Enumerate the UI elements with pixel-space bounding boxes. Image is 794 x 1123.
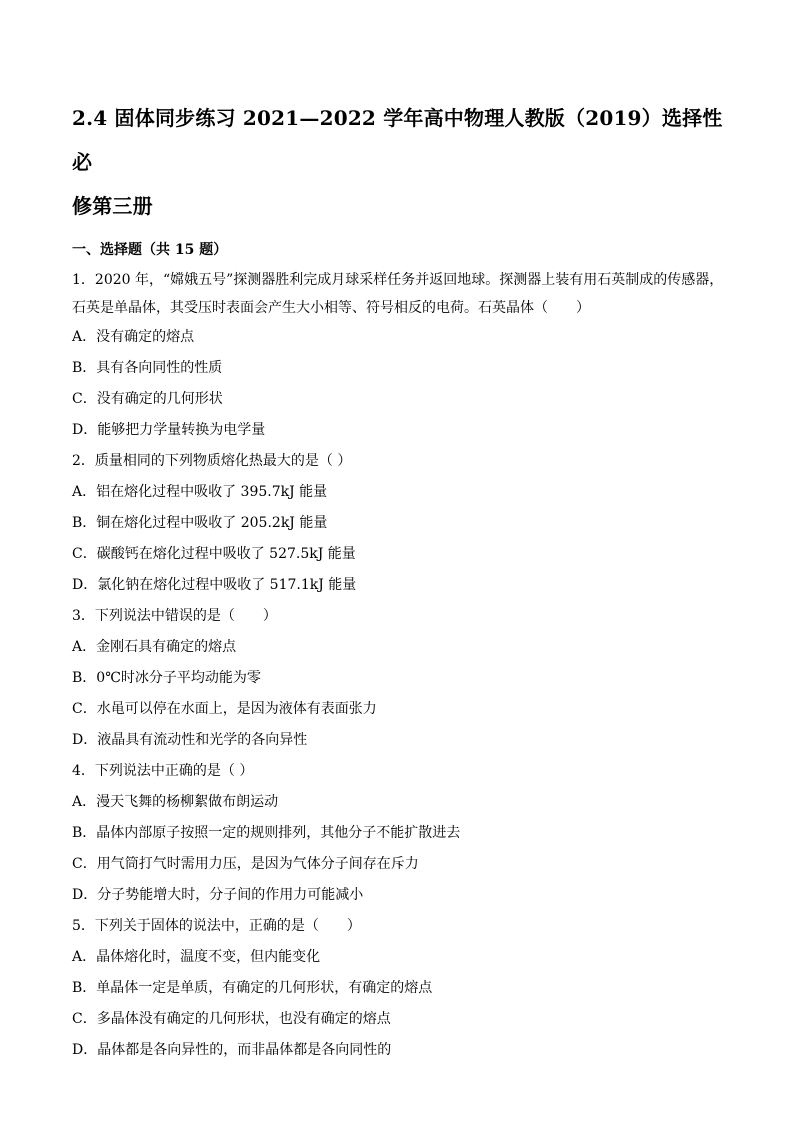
question-stem: 1．2020 年，“嫦娥五号”探测器胜利完成月球采样任务并返回地球。探测器上装有用石英制成的传感器， xyxy=(72,272,724,288)
question-stem-continued: 石英是单晶体，其受压时表面会产生大小相等、符号相反的电荷。石英晶体（ ） xyxy=(72,300,590,316)
option-a: A．没有确定的熔点 xyxy=(72,329,195,345)
document-title xyxy=(72,96,732,228)
option-d: D．氯化钠在熔化过程中吸收了 517.1kJ 能量 xyxy=(72,577,357,593)
option-b: B．铜在熔化过程中吸收了 205.2kJ 能量 xyxy=(72,515,328,531)
document-page xyxy=(72,96,732,1066)
option-d: D．分子势能增大时，分子间的作用力可能减小 xyxy=(72,887,364,903)
title-line-1: 2.4 固体同步练习 2021—2022 学年高中物理人教版（2019）选择性必 xyxy=(72,106,723,174)
option-d: D．晶体都是各向异性的，而非晶体都是各向同性的 xyxy=(72,1042,392,1058)
question-stem: 4．下列说法中正确的是（ ） xyxy=(72,763,254,779)
question-3 xyxy=(72,601,732,756)
option-c: C．水黾可以停在水面上，是因为液体有表面张力 xyxy=(72,701,377,717)
option-a: A．漫天飞舞的杨柳絮做布朗运动 xyxy=(72,794,279,810)
option-c: C．碳酸钙在熔化过程中吸收了 527.5kJ 能量 xyxy=(72,546,356,562)
question-1 xyxy=(72,266,732,446)
question-stem: 3．下列说法中错误的是（ ） xyxy=(72,608,277,624)
question-4 xyxy=(72,756,732,911)
question-2 xyxy=(72,446,732,601)
question-stem: 5．下列关于固体的说法中，正确的是（ ） xyxy=(72,918,361,934)
option-c: C．多晶体没有确定的几何形状，也没有确定的熔点 xyxy=(72,1011,391,1027)
option-a: A．金刚石具有确定的熔点 xyxy=(72,639,237,655)
question-5 xyxy=(72,911,732,1066)
option-d: D．液晶具有流动性和光学的各向异性 xyxy=(72,732,308,748)
question-stem: 2．质量相同的下列物质熔化热最大的是（ ） xyxy=(72,453,352,469)
option-b: B．晶体内部原子按照一定的规则排列，其他分子不能扩散进去 xyxy=(72,825,461,841)
option-c: C．用气筒打气时需用力压，是因为气体分子间存在斥力 xyxy=(72,856,419,872)
option-a: A．铝在熔化过程中吸收了 395.7kJ 能量 xyxy=(72,484,328,500)
option-b: B．单晶体一定是单质，有确定的几何形状，有确定的熔点 xyxy=(72,980,433,996)
option-d: D．能够把力学量转换为电学量 xyxy=(72,422,266,438)
option-b: B．具有各向同性的性质 xyxy=(72,360,223,376)
option-b: B．0℃时冰分子平均动能为零 xyxy=(72,670,261,686)
option-a: A．晶体熔化时，温度不变，但内能变化 xyxy=(72,949,321,965)
title-line-2: 修第三册 xyxy=(72,194,153,218)
option-c: C．没有确定的几何形状 xyxy=(72,391,223,407)
section-heading: 一、选择题（共 15 题） xyxy=(72,242,228,258)
